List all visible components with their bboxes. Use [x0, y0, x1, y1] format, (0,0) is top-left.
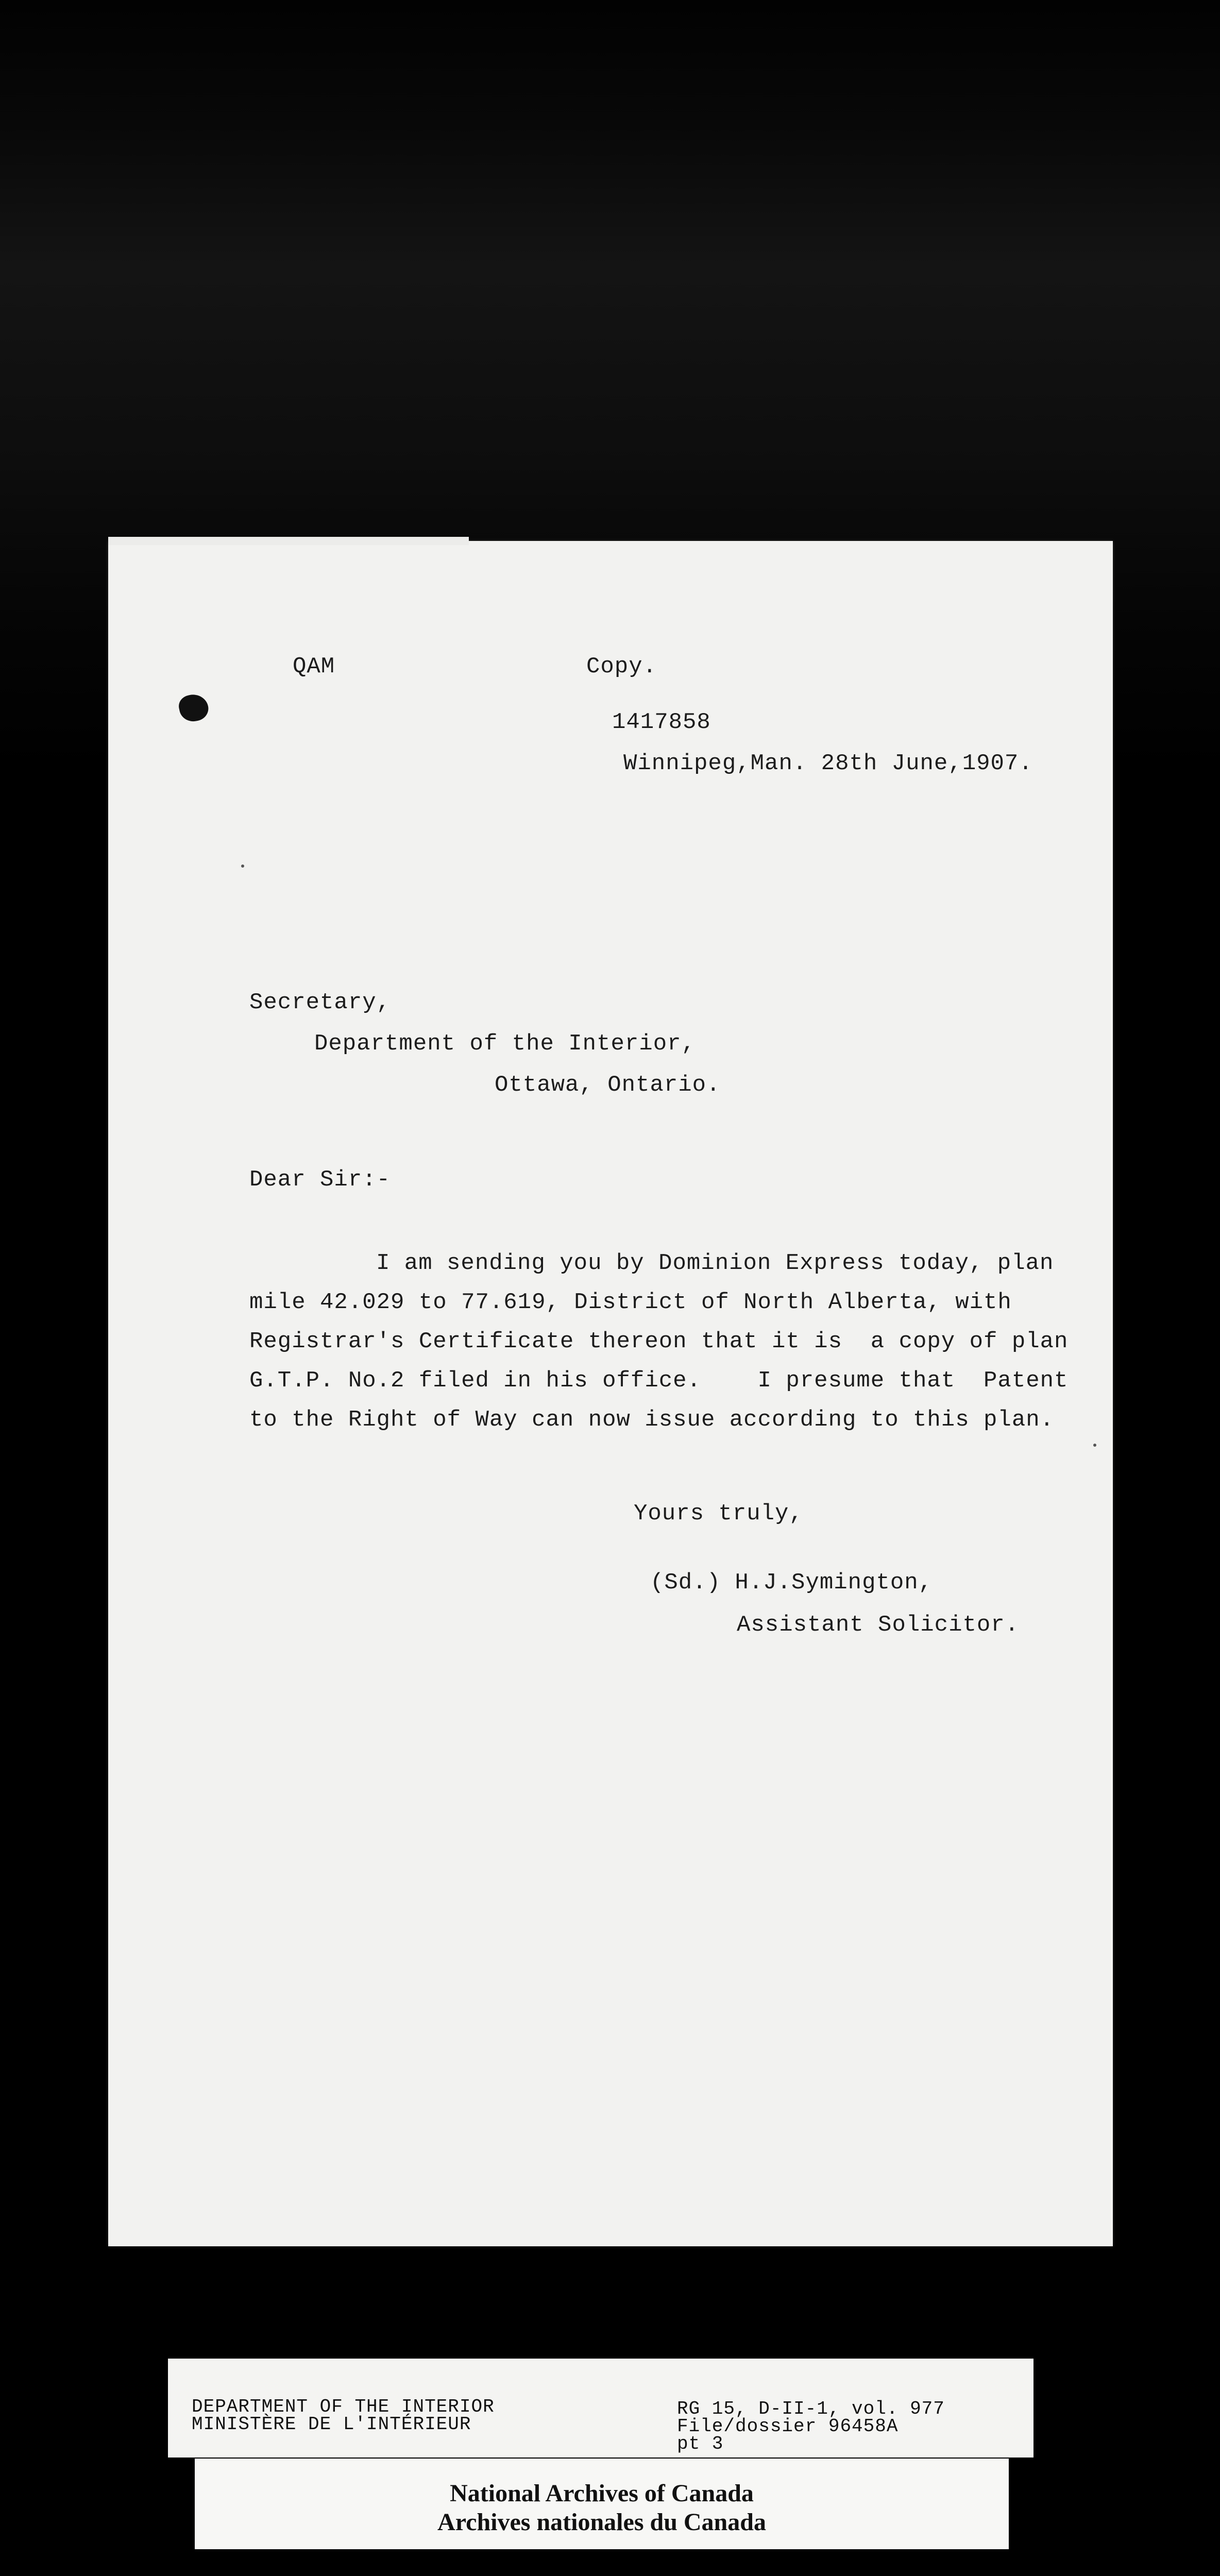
archives-stamp	[195, 2459, 1009, 2549]
department-name-en: DEPARTMENT OF THE INTERIOR	[192, 2396, 495, 2417]
page-torn-edge	[108, 537, 469, 545]
body-line: G.T.P. No.2 filed in his office. I presume that Patent	[249, 1368, 1069, 1394]
file-number: 1417858	[612, 709, 711, 735]
archives-name-fr: Archives nationales du Canada	[437, 2509, 766, 2536]
copy-label: Copy.	[586, 654, 657, 680]
archive-reference-label	[168, 2359, 1033, 2458]
reference-line: File/dossier 96458A	[677, 2416, 899, 2437]
letter-page	[108, 541, 1113, 2246]
department-name-fr: MINISTÈRE DE L'INTÉRIEUR	[192, 2414, 471, 2435]
archives-name-en: National Archives of Canada	[450, 2480, 754, 2507]
body-line: mile 42.029 to 77.619, District of North Alberta, with	[249, 1290, 1012, 1315]
signature: (Sd.) H.J.Symington,	[650, 1570, 933, 1596]
salutation: Dear Sir:-	[249, 1167, 391, 1193]
paper-speck	[1093, 1444, 1096, 1447]
body-line: I am sending you by Dominion Express today, plan	[376, 1250, 1054, 1276]
place-date: Winnipeg,Man. 28th June,1907.	[623, 751, 1033, 776]
addressee-line: Secretary,	[249, 990, 391, 1015]
body-line: to the Right of Way can now issue according to this plan.	[249, 1407, 1055, 1433]
addressee-line: Department of the Interior,	[314, 1031, 696, 1057]
body-line: Registrar's Certificate thereon that it is a copy of plan	[249, 1329, 1069, 1354]
reference-line: RG 15, D-II-1, vol. 977	[677, 2398, 945, 2419]
reference-line: pt 3	[677, 2433, 724, 2454]
addressee-line: Ottawa, Ontario.	[495, 1072, 721, 1098]
closing: Yours truly,	[634, 1501, 803, 1527]
initials: QAM	[293, 654, 335, 680]
ink-blot	[177, 692, 211, 724]
signatory-title: Assistant Solicitor.	[737, 1612, 1020, 1638]
paper-speck	[241, 865, 244, 868]
